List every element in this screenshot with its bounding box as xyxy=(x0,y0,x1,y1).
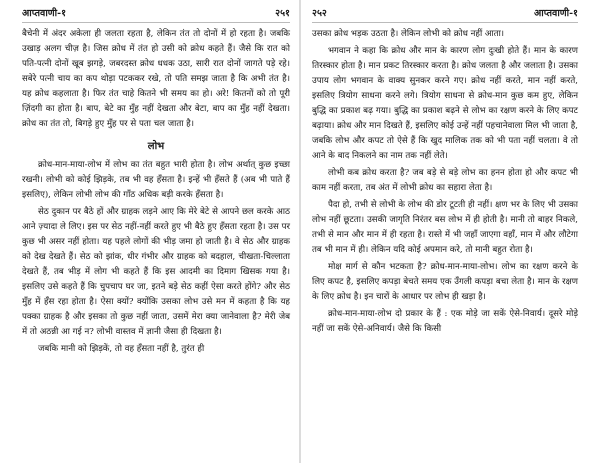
left-paragraph-3: सेठ दुकान पर बैठे हों और ग्राहक लड़ने आए कि मेरे बेटे से आपने छल करके आठ आने ज़्यादा ले लिए। इस पर सेठ नहीं-नहीं करते हुए भी बैठे हुए हँसता रहता है। उस पर कुछ भी असर नहीं होता। यह पहले लोगों की भीड़ जमा हो जाती है। वे सेठ और ग्राहक को देख देखते हैं। सेठ को झांक, धीर गंभीर और ग्राहक को बदहाल, चीखता-चिल्लाता देखते हैं, तब भीड़ में लोग भी कहते हैं कि इस आदमी का दिमाग खिसक गया है। इसलिए उसे कहते हैं कि चुपचाप घर जा, इतने बड़े सेठ कहीं ऐसा करते होंगे? और सेठ मुँह में हँस रहा होता है। ऐसा क्यों? क्योंकि उसका लोभ उसे मन में कहता है कि यह पक्का ग्राहक है और इसका तो कुछ नहीं जाता, उसमें मेरा क्या जानेवाला है? मेरी जेब में तो अठन्नी आ गई न? लोभी वास्तव में ज्ञानी जैसा ही दिखता है। xyxy=(22,207,290,337)
left-paragraph-1: बैचेनी में अंदर अकेला ही जलता रहता है, लेकिन तंत तो दोनों में हो रहता है। जबकि उखाड़ अलग चीज़ है। जिस क्रोध में तंत हो उसी को क्रोध कहते हैं। जैसे कि रात को पति-पत्नी दोनों खूब झगड़े, जबरदस्त क्रोध धधक उठा, सारी रात दोनों जागते पड़े रहे। सबेरे पत्नी चाय का कप थोड़ा पटककर रखे, तो पति समझ जाता है कि अभी तंत है। यह क्रोध कहलाता है। फिर तंत चाहे कितने भी समय का हो। अरे! कितनों को तो पूरी ज़िंदगी का होता है। बाप, बेटे का मुँह नहीं देखता और बेटा, बाप का मुँह नहीं देखता। क्रोध का तंत तो, बिगड़े हुए मुँह पर से पता चल जाता है। xyxy=(22,29,290,129)
right-paragraph-4: पैदा हो, तभी से लोभी के लोभ की डोर टूटती ही नहीं। क्षण भर के लिए भी उसका लोभ नहीं छूटता। उसकी जागृति निरंतर बस लोभ में ही होती है। मानी तो बाहर निकले, तभी से मान और मान में ही रहता है। रास्ते में भी जहाँ जाएगा वहाँ, मान में और लौटेगा तब भी मान में ही। लेकिन यदि कोई अपमान करे, तो मानी बहुत रोता है। xyxy=(312,200,578,255)
left-paragraph-2: क्रोध-मान-माया-लोभ में लोभ का तंत बहुत भारी होता है। लोभ अर्थात् कुछ इच्छा रखनी। लोभी को कोई झिड़के, तब भी वह हँसता है। इन्हें भी हँसते हैं (अब भी पाते हैं इसलिए), लेकिन लोभी लोभ की गाँठ अधिक बड़ी करके हँसता है। xyxy=(22,160,290,200)
right-paragraph-2: भगवान ने कहा कि क्रोध और मान के कारण लोग दुःखी होते हैं। मान के कारण तिरस्कार होता है। मान प्रकट तिरस्कार करता है। क्रोध जलता है और जलाता है। उसका उपाय लोग भगवान के वाक्य सुनकर करने गए। क्रोध नहीं करते, मान नहीं करते, इसलिए त्रियोग साधना करने लगे। त्रियोग साधना से क्रोध-मान कुछ कम हुए, लेकिन बुद्धि का प्रकाश बढ़ गया। बुद्धि का प्रकाश बढ़ने से लोभ का रक्षण करने के लिए कपट बढ़ाया। क्रोध और मान दिखते हैं, इसलिए कोई उन्हें नहीं पहचानेवाला मिल भी जाता है, जबकि लोभ और कपट तो ऐसे हैं कि खुद मालिक तक को भी पता नहीं चलता। वे तो आने के बाद निकलने का नाम तक नहीं लेते। xyxy=(312,46,578,161)
right-page-header xyxy=(312,6,578,23)
right-page-number: २५२ xyxy=(312,8,327,19)
right-paragraph-5: मोक्ष मार्ग से कौन भटकता है? क्रोध-मान-माया-लोभ। लोभ का रक्षण करने के लिए कपट है, इसलिए कपड़ा बेचते समय एक उँगली कपड़ा बचा लेता है। मान के रक्षण के लिए क्रोध है। इन चारों के आधार पर लोभ ही खड़ा है। xyxy=(312,262,578,302)
left-paragraph-4: जबकि मानी को झिड़कें, तो वह हँसता नहीं है, तुरंत ही xyxy=(38,344,205,354)
left-header-title: आप्तवाणी-१ xyxy=(22,8,67,19)
left-page-header xyxy=(22,6,290,23)
section-heading-lobh: लोभ xyxy=(147,141,165,152)
left-page-number: २५१ xyxy=(275,8,290,19)
right-page xyxy=(300,0,600,463)
right-paragraph-3: लोभी कब क्रोध करता है? जब बड़े से बड़े लोभ का हनन होता हो और कपट भी काम नहीं करता, तब अंत में लोभी क्रोध का सहारा लेता है। xyxy=(312,168,578,193)
right-paragraph-6: क्रोध-मान-माया-लोभ दो प्रकार के हैं : एक मोड़े जा सकें ऐसे-निवार्य। दूसरे मोड़े नहीं जा सकें ऐसे-अनिवार्य। जैसे कि किसी xyxy=(312,309,578,334)
right-paragraph-1: उसका क्रोध भड़क उठता है। लेकिन लोभी को क्रोध नहीं आता। xyxy=(312,29,505,39)
right-header-title: आप्तवाणी-१ xyxy=(533,8,578,19)
